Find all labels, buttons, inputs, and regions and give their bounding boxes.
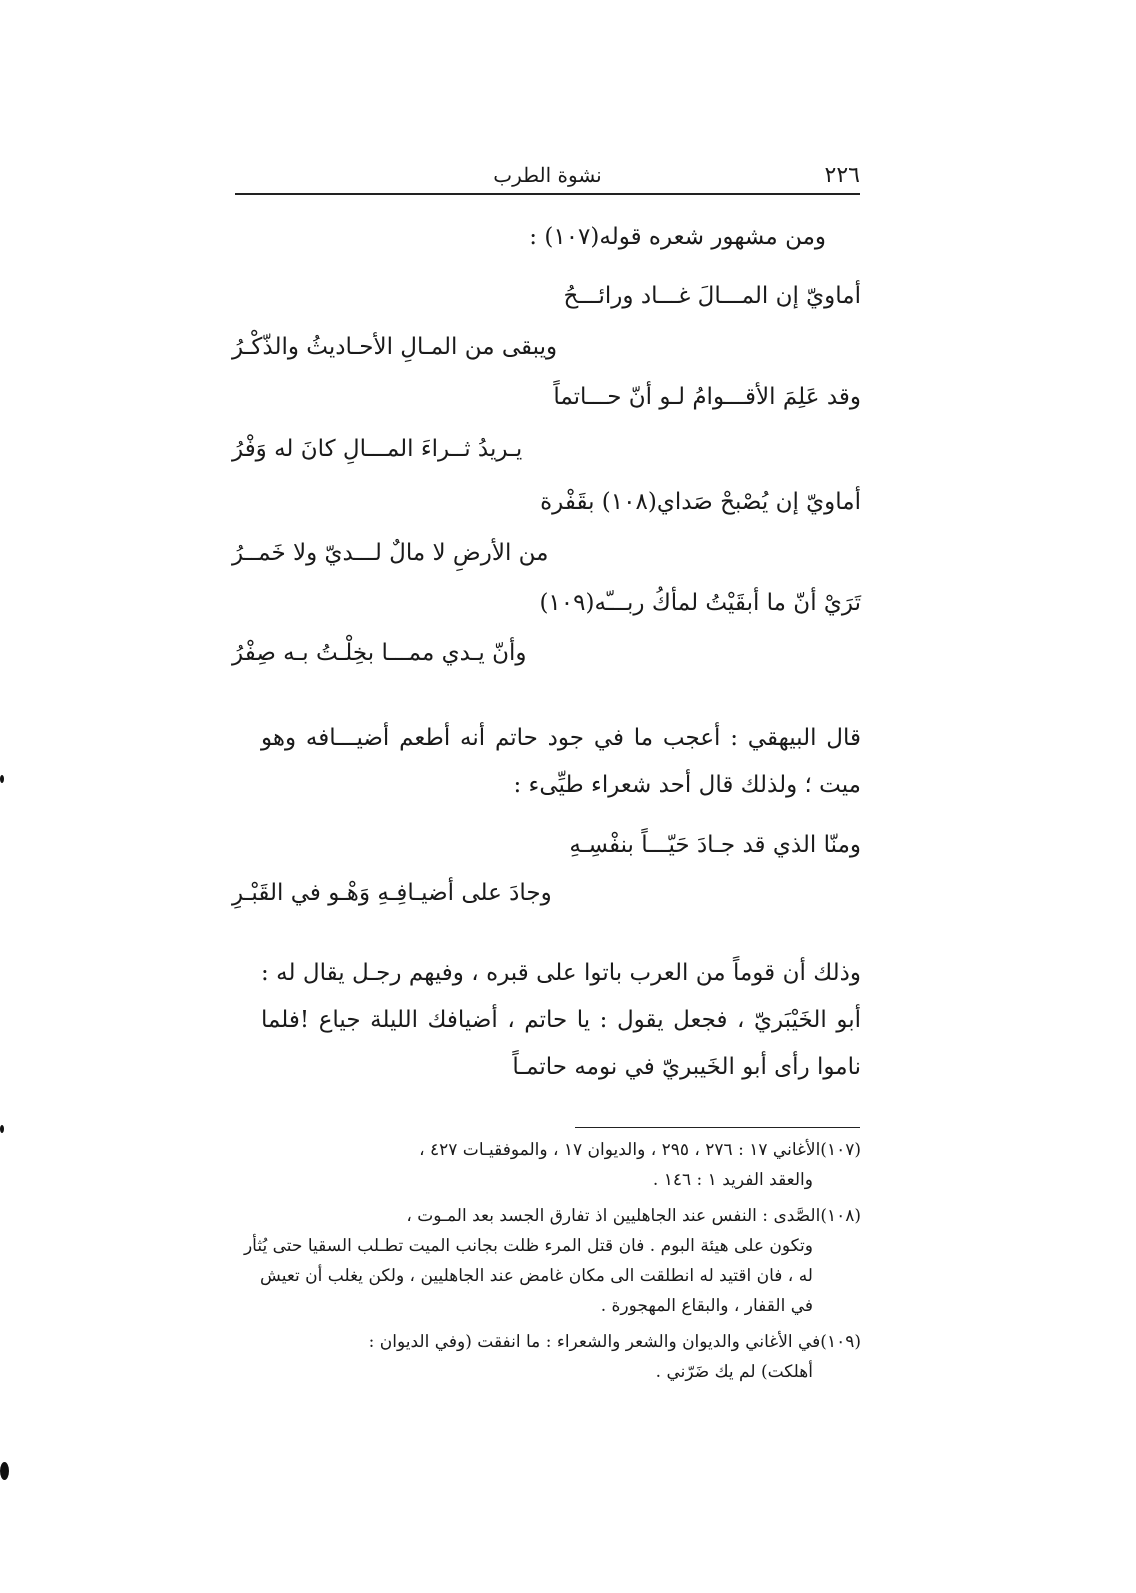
footnote-109	[236, 1327, 861, 1387]
page-number: ٢٢٦	[824, 163, 860, 188]
poem1-line-6: من الأرضِ لا مالٌ لـــديّ ولا خَمــرُ	[232, 540, 549, 566]
poem1-line-4: يـريدُ ثــراءَ المـــالِ كانَ له وَفْرُ	[232, 436, 523, 462]
footnote-109-first: (١٠٩)في الأغاني والديوان والشعر والشعراء : ما انفقت (وفي الديوان :	[368, 1332, 861, 1352]
poem2-line-2: وجادَ على أضيـافِـهِ وَهْـو في القَبْـرِ	[232, 880, 552, 906]
footnote-108-first: (١٠٨)الصَّدى : النفس عند الجاهليين اذ تفارق الجسد بعد المـوت ،	[406, 1206, 861, 1226]
poem1-line-7: تَرَيْ أنّ ما أبقَيْتُ لمأكُ ربـــّه(١٠٩)	[539, 590, 861, 616]
running-title: نشوة الطرب	[493, 163, 602, 187]
footnotes	[236, 1135, 861, 1393]
scan-edge-mark	[0, 1462, 9, 1480]
footnote-109-rest: أهلكت) لم يك ضَرّني .	[655, 1362, 813, 1382]
poem2-line-1: ومنّا الذي قد جـادَ حَيّـــاً بنفْسِـهِ	[569, 832, 861, 858]
running-header	[235, 163, 860, 195]
footnote-separator	[575, 1127, 860, 1128]
footnote-108-rest: وتكون على هيئة البوم . فان قتل المرء ظلت بجانب الميت تطـلب السقيا حتى يُثأر له ، فان اقتيد له انطلقت الى مكان غامض عند الجاهليين ، ولكن يغلب أن تعيش في القفار ، والبقاع المهجورة .	[243, 1236, 813, 1316]
footnote-107	[236, 1135, 861, 1195]
poem1-line-8: وأنّ يـدي ممـــا بخِلْـتُ بـه صِفْرُ	[232, 640, 527, 666]
poem1-line-3: وقد عَلِمَ الأقـــوامُ لـو أنّ حـــاتماً	[553, 384, 861, 410]
poem1-line-2: ويبقى من المـالِ الأحـاديثُ والذّكْـرُ	[232, 334, 558, 360]
poem-intro: ومن مشهور شعره قوله(١٠٧) :	[529, 224, 826, 250]
footnote-108	[236, 1201, 861, 1321]
paragraph-2: وذلك أن قوماً من العرب باتوا على قبره ، وفيهم رجـل يقال له : أبو الخَيْبَريّ ، فجعل يقول : يا حاتم ، أضيافك الليلة جياع !فلما ناموا رأى أبو الخَيبريّ في نومه حاتمـاً	[261, 960, 861, 1080]
poem1-line-5: أماويّ إن يُصْبحْ صَداي(١٠٨) بقَفْرة	[540, 489, 861, 515]
poem1-line-1: أماويّ إن المـــالَ غـــاد ورائـــحُ	[563, 283, 861, 309]
footnote-107-rest: والعقد الفريد ١ : ١٤٦ .	[652, 1170, 813, 1190]
footnote-107-first: (١٠٧)الأغاني ١٧ : ٢٧٦ ، ٢٩٥ ، والديوان ١٧ ، والموفقيـات ٤٢٧ ،	[419, 1140, 861, 1160]
scan-edge-mark	[0, 775, 4, 783]
scan-edge-mark	[0, 1125, 4, 1133]
paragraph-1: قال البيهقي : أعجب ما في جود حاتم أنه أطعم أضيـــافه وهو ميت ؛ ولذلك قال أحد شعراء طيِّىء :	[261, 725, 861, 798]
